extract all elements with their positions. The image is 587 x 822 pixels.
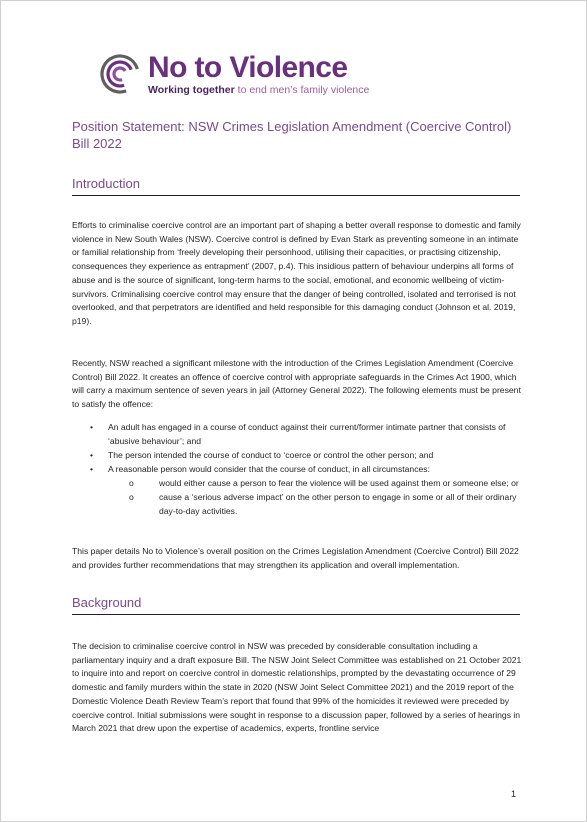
- bullet-icon: •: [90, 422, 94, 432]
- bullet-icon: •: [90, 449, 94, 460]
- logo-name: No to Violence: [148, 51, 348, 84]
- intro-paragraph-3: This paper details No to Violence’s overall position on the Crimes Legislation Amendment (Coercive Control) Bill 2022 and provides further recommendations that may strengthen its application and overall implementation.: [72, 546, 519, 570]
- page-number: 1: [511, 789, 517, 799]
- hollow-bullet-icon: o: [129, 492, 134, 503]
- background-paragraph-1: The decision to criminalise coercive control in NSW was preceded by considerable consultation including a parliamentary inquiry and a draft exposure Bill. The NSW Joint Select Committee was established on 21 October 2021 to inquire into and report on coercive control in domestic relationships, prompted by the devastating occurrence of 29 domestic and family murders within the state in 2020 (NSW Joint Select Committee 2021) and the 2019 report of the Domestic Violence Death Review Team’s report that found that 99% of the homicides it reviewed were preceded by coercive control. Initial submissions were sought in response to a discussion paper, followed by a series of hearings in March 2021 that drew upon the expertise of academics, experts, frontline service: [72, 641, 522, 734]
- sub-list-item-text: cause a ‘serious adverse impact’ on the other person to engage in some or all of their ordinary day-to-day activities.: [159, 492, 517, 516]
- sub-list-item-text: would either cause a person to fear the violence will be used against them or someone else; or: [159, 478, 519, 489]
- list-item: [72, 421, 522, 448]
- section-heading-introduction: Introduction: [72, 176, 520, 196]
- logo: [96, 53, 396, 99]
- logo-tagline-bold: Working together: [148, 84, 235, 96]
- logo-tagline-rest: to end men’s family violence: [234, 84, 370, 96]
- section-heading-background: Background: [72, 595, 520, 615]
- list-item: [72, 463, 522, 477]
- intro-paragraph-2: Recently, NSW reached a significant milestone with the introduction of the Crimes Legislation Amendment (Coercive Control) Bill 2022. It creates an offence of coercive control with appropriate safeguards in the Crimes Act 1900, which will carry a maximum sentence of seven years in jail (Attorney General 2022). The following elements must be present to satisfy the offence:: [72, 358, 521, 410]
- logo-tagline: [148, 84, 369, 96]
- list-item-text: The person intended the course of conduct to ‘coerce or control the other person; and: [108, 449, 434, 460]
- list-item-text: A reasonable person would consider that the course of conduct, in all circumstances:: [108, 464, 430, 475]
- document-title: Position Statement: NSW Crimes Legislation Amendment (Coercive Control) Bill 2022: [72, 119, 512, 151]
- list-item: [72, 449, 522, 463]
- offence-elements-list: [72, 421, 522, 518]
- bullet-icon: •: [90, 464, 94, 475]
- intro-paragraph-1: Efforts to criminalise coercive control are an important part of shaping a better overall response to domestic and family violence in New South Wales (NSW). Coercive control is defined by Evan Stark as preventing someone in an intimate or familial relationship from ‘freely developing their personhood, utilising their capacities, or practising citizenship, consequences they experience as entrapment’ (2007, p.4). This insidious pattern of behaviour underpins all forms of abuse and is the source of significant, long-term harms to the social, emotional, and economic wellbeing of victim-survivors. Criminalising coercive control may ensure that the danger of being controlled, isolated and terrorised is not overlooked, and that perpetrators are identified and held responsible for this damaging conduct (Johnson et al. 2019, p19).: [72, 220, 521, 326]
- hollow-bullet-icon: o: [129, 478, 134, 489]
- sub-list-item: [72, 491, 522, 518]
- sub-list-item: [72, 477, 522, 491]
- list-item-text: An adult has engaged in a course of conduct against their current/former intimate partner that consists of ‘abusive behaviour’; and: [108, 422, 506, 446]
- concentric-rings-icon: [96, 53, 142, 95]
